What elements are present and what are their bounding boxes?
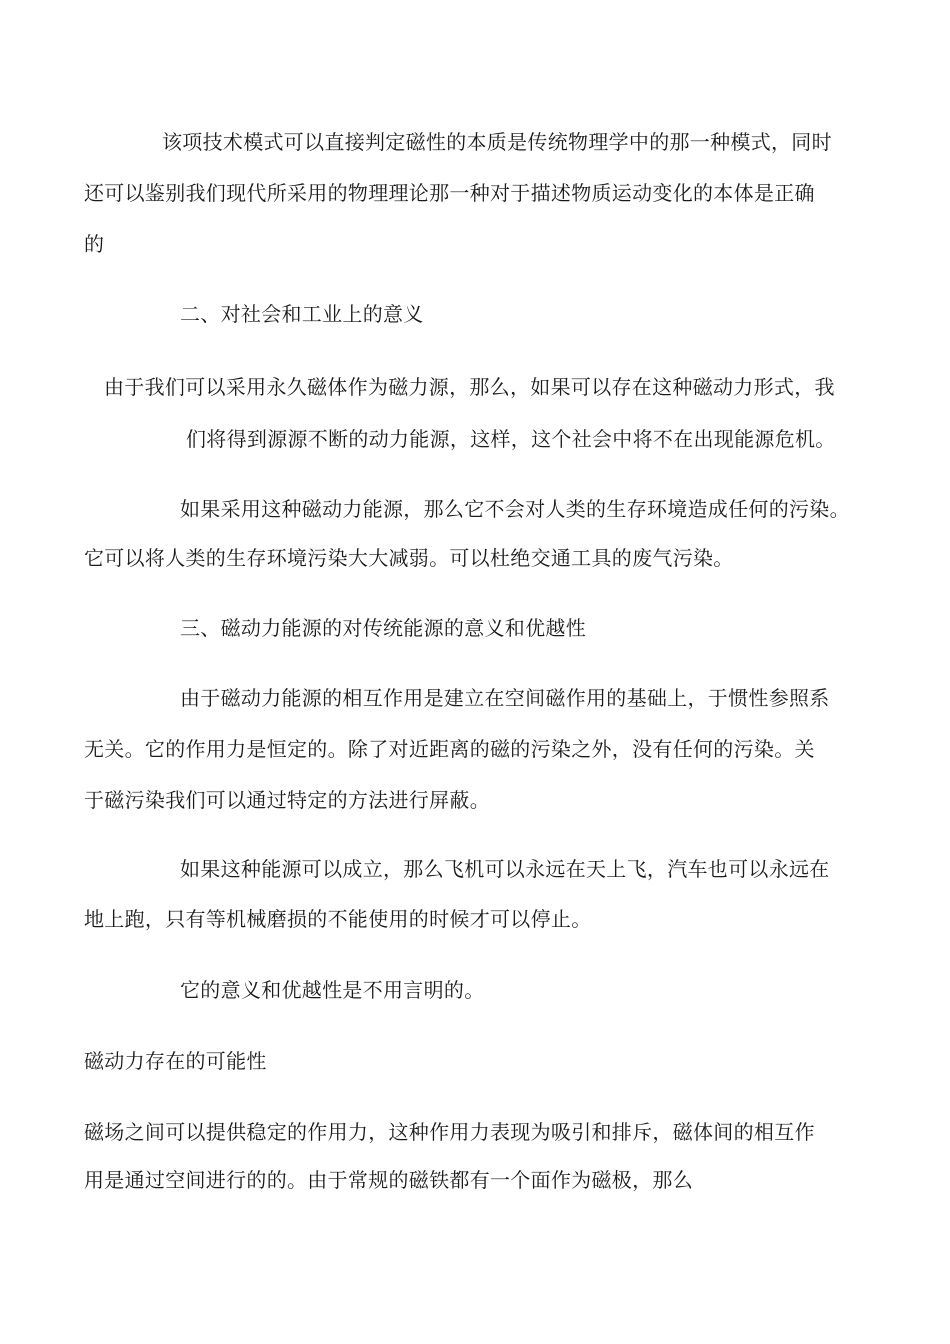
- text-line: 还可以鉴别我们现代所采用的物理理论那一种对于描述物质运动变化的本体是正确: [84, 181, 815, 205]
- text-line: 于磁污染我们可以通过特定的方法进行屏蔽。: [84, 788, 490, 812]
- text-line: 磁场之间可以提供稳定的作用力，这种作用力表现为吸引和排斥，磁体间的相互作: [84, 1120, 815, 1144]
- text-line: 如果这种能源可以成立，那么飞机可以永远在天上飞，汽车也可以永远在: [180, 857, 830, 881]
- text-line: 的: [84, 232, 105, 256]
- section-title: 磁动力存在的可能性: [84, 1049, 267, 1073]
- text-line: 们将得到源源不断的动力能源，这样，这个社会中将不在出现能源危机。: [186, 427, 836, 451]
- section-heading: 三、磁动力能源的对传统能源的意义和优越性: [180, 616, 586, 640]
- text-line: 如果采用这种磁动力能源，那么它不会对人类的生存环境造成任何的污染。: [180, 497, 850, 521]
- text-line: 用是通过空间进行的的。由于常规的磁铁都有一个面作为磁极，那么: [84, 1168, 693, 1192]
- section-heading: 二、对社会和工业上的意义: [180, 302, 424, 326]
- text-line: 由于磁动力能源的相互作用是建立在空间磁作用的基础上，于惯性参照系: [180, 686, 830, 710]
- text-line: 由于我们可以采用永久磁体作为磁力源，那么，如果可以存在这种磁动力形式，我: [104, 375, 835, 399]
- text-line: 它的意义和优越性是不用言明的。: [180, 978, 485, 1002]
- text-line: 无关。它的作用力是恒定的。除了对近距离的磁的污染之外，没有任何的污染。关: [84, 737, 815, 761]
- text-line: 地上跑，只有等机械磨损的不能使用的时候才可以停止。: [84, 907, 592, 931]
- text-line: 它可以将人类的生存环境污染大大减弱。可以杜绝交通工具的废气污染。: [84, 546, 734, 570]
- text-line: 该项技术模式可以直接判定磁性的本质是传统物理学中的那一种模式，同时: [162, 130, 832, 154]
